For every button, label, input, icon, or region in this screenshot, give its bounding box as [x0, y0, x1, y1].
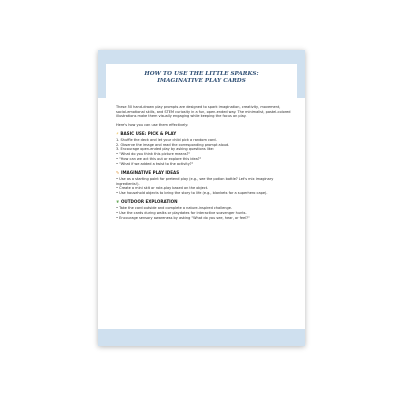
- list-item: • "How can we act this out or explore this idea?": [116, 156, 202, 161]
- list-item: • Use as a starting point for pretend play (e.g., see the potion bottle? Let's mix imaginary ingredients!).: [116, 176, 274, 186]
- list-item: • Create a mini skit or role-play based on the object.: [116, 186, 209, 191]
- intro-paragraph: These 50 hand-drawn play prompts are designed to spark imagination, creativity, movement, social-emotional skills, and STEM curiosity in a fun, open-ended way. The minimalist, pastel-colored illustrations make them visually engaging while keeping the focus on play.: [116, 105, 291, 119]
- list-item: • Use the cards during walks or playdates for interactive scavenger hunts.: [116, 211, 247, 216]
- list-item: • Encourage sensory awareness by asking "What do you see, hear, or feel?": [116, 215, 250, 220]
- document-body: [116, 105, 292, 221]
- document-sheet: [98, 50, 305, 346]
- lightning-bolt-icon: ⚡: [116, 130, 119, 136]
- list-item: • "What do you think this picture means?": [116, 152, 191, 157]
- list-item: 3. Encourage open-ended play by asking questions like:: [116, 147, 214, 152]
- section-heading-text: BASIC USE: PICK & PLAY: [120, 130, 177, 136]
- intro-lead: Here's how you can use them effectively:: [116, 122, 189, 127]
- content-card: [106, 64, 297, 327]
- leaf-icon: ❦: [116, 199, 120, 205]
- list-item: 2. Observe the image and read the corresponding prompt aloud.: [116, 142, 230, 147]
- section-heading-text: IMAGINATIVE PLAY IDEAS: [120, 169, 180, 175]
- bottom-color-band: [98, 329, 305, 346]
- title-line-2: IMAGINATIVE PLAY CARDS: [157, 78, 246, 85]
- list-item: • Take the card outside and complete a nature-inspired challenge.: [116, 206, 232, 211]
- section-heading-text: OUTDOOR EXPLORATION: [120, 199, 178, 205]
- pencil-icon: ✎: [116, 169, 120, 175]
- title-line-1: HOW TO USE THE LITTLE SPARKS:: [144, 71, 259, 77]
- document-title: [106, 71, 297, 86]
- list-item: 1. Shuffle the deck and let your child pick a random card.: [116, 138, 217, 143]
- list-item: • "What if we added a twist to the activity?": [116, 161, 194, 166]
- list-item: • Use household objects to bring the story to life (e.g., blankets for a superhero cape).: [116, 191, 268, 196]
